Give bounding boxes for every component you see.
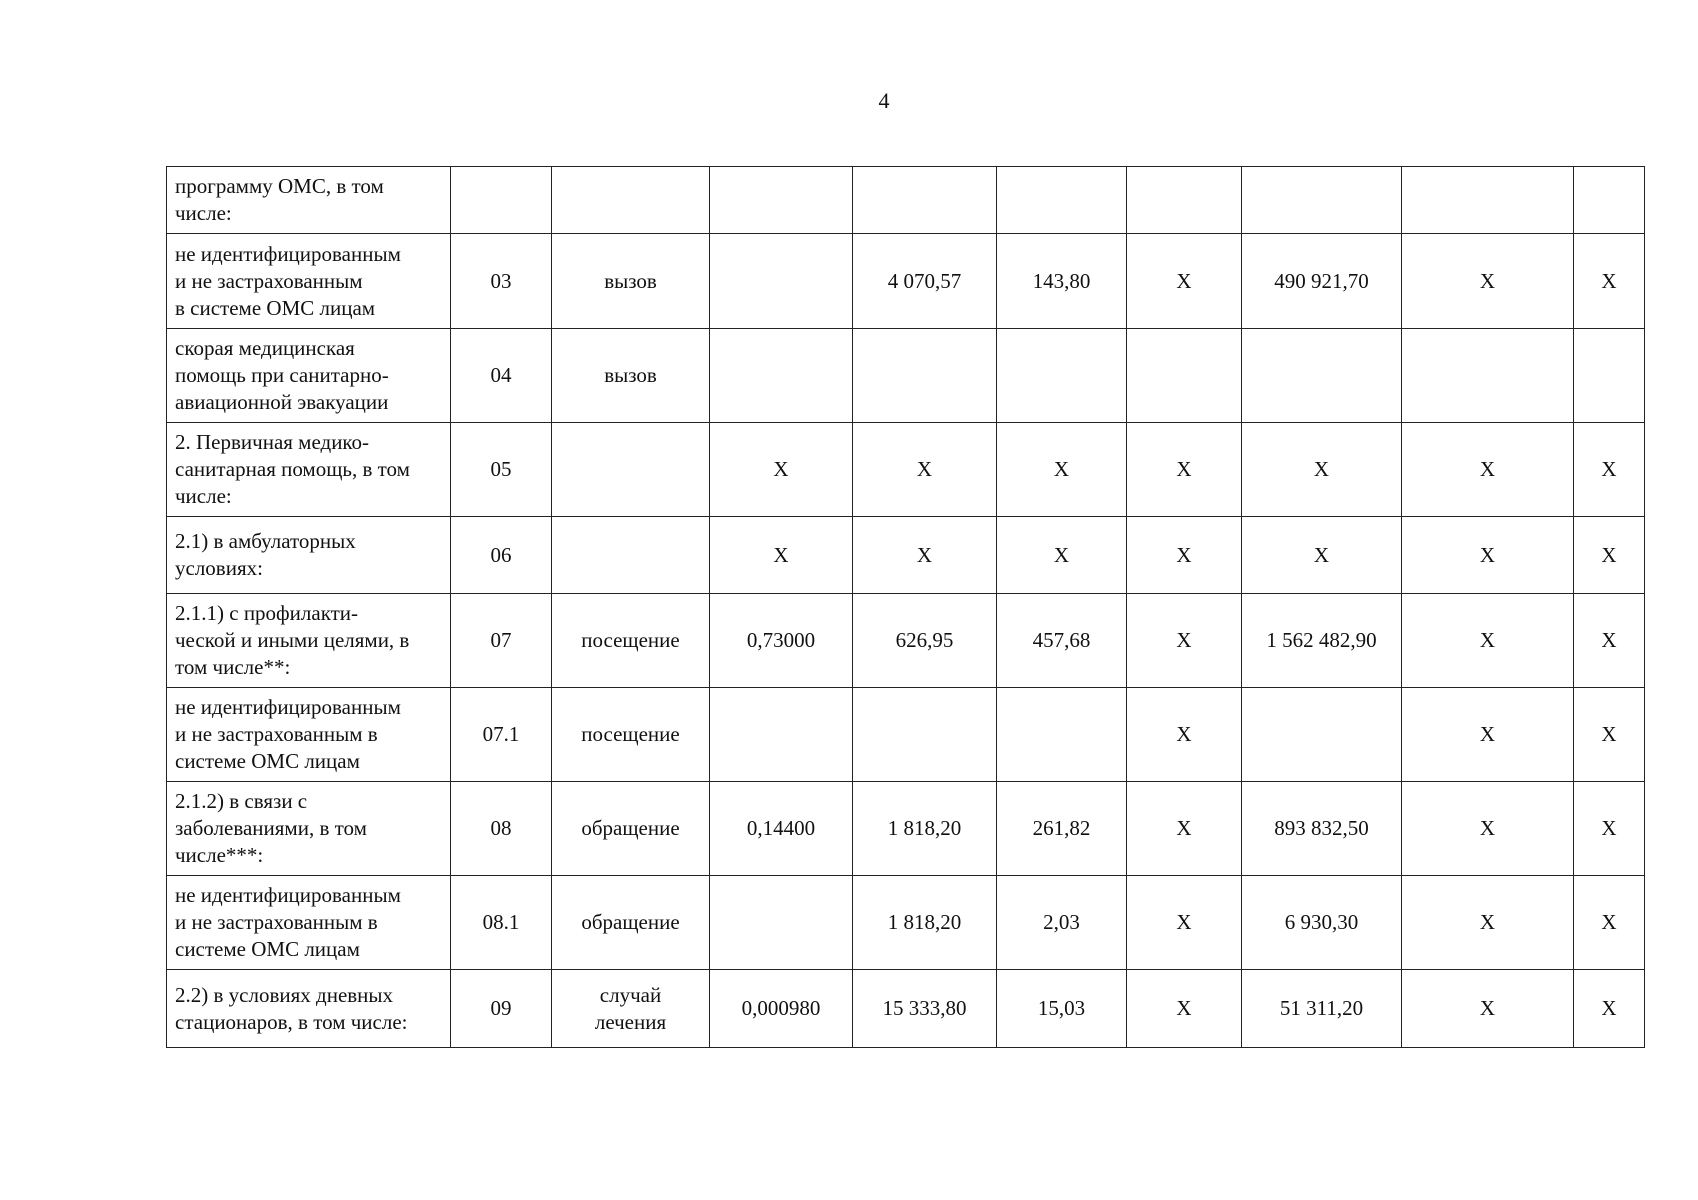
row-label-line: 2.1.2) в связи с bbox=[175, 789, 308, 813]
row-label-line: системе ОМС лицам bbox=[175, 749, 360, 773]
row-code: 09 bbox=[451, 970, 552, 1048]
table-row bbox=[167, 594, 1645, 688]
cell-c9: X bbox=[1402, 423, 1574, 517]
row-code: 08 bbox=[451, 782, 552, 876]
table-row bbox=[167, 688, 1645, 782]
row-label-line: не идентифицированным bbox=[175, 695, 401, 719]
row-label-line: числе: bbox=[175, 201, 232, 225]
cell-c4 bbox=[710, 876, 853, 970]
row-label bbox=[167, 970, 451, 1048]
cell-c9: X bbox=[1402, 234, 1574, 329]
row-unit bbox=[552, 423, 710, 517]
table-row bbox=[167, 782, 1645, 876]
cell-c7 bbox=[1127, 167, 1242, 234]
cell-c4 bbox=[710, 329, 853, 423]
row-unit-line: лечения bbox=[594, 1009, 667, 1034]
row-code: 07 bbox=[451, 594, 552, 688]
row-code: 07.1 bbox=[451, 688, 552, 782]
table-row bbox=[167, 329, 1645, 423]
cell-c6: 457,68 bbox=[997, 594, 1127, 688]
cell-c5: 1 818,20 bbox=[853, 876, 997, 970]
cell-c7 bbox=[1127, 329, 1242, 423]
cell-c6: 143,80 bbox=[997, 234, 1127, 329]
cell-c9: X bbox=[1402, 970, 1574, 1048]
row-unit bbox=[552, 167, 710, 234]
cell-c8: X bbox=[1242, 517, 1402, 594]
row-unit bbox=[552, 970, 710, 1048]
row-code bbox=[451, 167, 552, 234]
cell-c10: X bbox=[1574, 782, 1645, 876]
row-unit bbox=[552, 782, 710, 876]
cell-c6: X bbox=[997, 423, 1127, 517]
row-label-line: в системе ОМС лицам bbox=[175, 295, 376, 320]
cell-c6: X bbox=[997, 517, 1127, 594]
cell-c10 bbox=[1574, 167, 1645, 234]
row-label-line: 2.2) в условиях дневных bbox=[175, 982, 394, 1007]
cell-c9 bbox=[1402, 167, 1574, 234]
row-label-line: ческой и иными целями, в bbox=[175, 628, 410, 652]
cell-c8 bbox=[1242, 167, 1402, 234]
cell-c6 bbox=[997, 329, 1127, 423]
cell-c4 bbox=[710, 688, 853, 782]
row-label-line: том числе**: bbox=[175, 655, 291, 679]
row-label-line: и не застрахованным в bbox=[175, 910, 378, 934]
cell-c10: X bbox=[1574, 423, 1645, 517]
cell-c5: 4 070,57 bbox=[853, 234, 997, 329]
cell-c6: 261,82 bbox=[997, 782, 1127, 876]
cell-c10: X bbox=[1574, 234, 1645, 329]
row-label-line: заболеваниями, в том bbox=[175, 816, 367, 840]
row-code: 06 bbox=[451, 517, 552, 594]
row-label-line: и не застрахованным в bbox=[175, 722, 378, 746]
cell-c8 bbox=[1242, 688, 1402, 782]
cell-c5 bbox=[853, 329, 997, 423]
cell-c6 bbox=[997, 688, 1127, 782]
cell-c9 bbox=[1402, 329, 1574, 423]
row-unit bbox=[552, 517, 710, 594]
cell-c7: X bbox=[1127, 517, 1242, 594]
row-label-line: помощь при санитарно- bbox=[175, 363, 389, 387]
row-label-line: скорая медицинская bbox=[175, 336, 355, 360]
cell-c10: X bbox=[1574, 688, 1645, 782]
cell-c7: X bbox=[1127, 688, 1242, 782]
row-label bbox=[167, 782, 451, 876]
cell-c5: 1 818,20 bbox=[853, 782, 997, 876]
cell-c5: X bbox=[853, 517, 997, 594]
cell-c5 bbox=[853, 688, 997, 782]
page-number: 4 bbox=[878, 88, 890, 113]
row-code: 05 bbox=[451, 423, 552, 517]
cell-c7: X bbox=[1127, 970, 1242, 1048]
cell-c8: 893 832,50 bbox=[1242, 782, 1402, 876]
cell-c10: X bbox=[1574, 970, 1645, 1048]
row-unit bbox=[552, 688, 710, 782]
cell-c6 bbox=[997, 167, 1127, 234]
row-label bbox=[167, 423, 451, 517]
cell-c4: X bbox=[710, 517, 853, 594]
row-label bbox=[167, 167, 451, 234]
cell-c4: 0,000980 bbox=[710, 970, 853, 1048]
row-code: 03 bbox=[451, 234, 552, 329]
cell-c8: 490 921,70 bbox=[1242, 234, 1402, 329]
row-label-line: системе ОМС лицам bbox=[175, 937, 360, 961]
cell-c7: X bbox=[1127, 423, 1242, 517]
cell-c9: X bbox=[1402, 594, 1574, 688]
row-unit-line: вызов bbox=[604, 363, 657, 387]
row-label bbox=[167, 234, 451, 329]
table-row bbox=[167, 234, 1645, 329]
row-label-line: и не застрахованным bbox=[175, 268, 363, 293]
row-label bbox=[167, 876, 451, 970]
table-row bbox=[167, 423, 1645, 517]
cell-c4 bbox=[710, 234, 853, 329]
row-label-line: авиационной эвакуации bbox=[175, 390, 389, 414]
cell-c9: X bbox=[1402, 517, 1574, 594]
row-label-line: 2.1) в амбулаторных bbox=[175, 529, 356, 553]
row-unit-line: случай bbox=[599, 982, 662, 1007]
cell-c7: X bbox=[1127, 876, 1242, 970]
row-label bbox=[167, 329, 451, 423]
cell-c10: X bbox=[1574, 594, 1645, 688]
cell-c9: X bbox=[1402, 876, 1574, 970]
table-body bbox=[167, 167, 1645, 1048]
table-row bbox=[167, 167, 1645, 234]
cell-c4: 0,14400 bbox=[710, 782, 853, 876]
row-label-line: условиях: bbox=[175, 556, 263, 580]
cell-c6: 15,03 bbox=[997, 970, 1127, 1048]
cell-c10 bbox=[1574, 329, 1645, 423]
cell-c9: X bbox=[1402, 688, 1574, 782]
cell-c8 bbox=[1242, 329, 1402, 423]
cell-c5: 626,95 bbox=[853, 594, 997, 688]
row-label-line: программу ОМС, в том bbox=[175, 174, 384, 198]
row-unit-line: посещение bbox=[581, 628, 680, 652]
row-code: 04 bbox=[451, 329, 552, 423]
row-unit bbox=[552, 876, 710, 970]
row-unit-line: посещение bbox=[581, 722, 680, 746]
row-label bbox=[167, 594, 451, 688]
cell-c6: 2,03 bbox=[997, 876, 1127, 970]
row-label-line: числе***: bbox=[175, 843, 264, 867]
cell-c8: 51 311,20 bbox=[1242, 970, 1402, 1048]
cell-c7: X bbox=[1127, 234, 1242, 329]
row-label-line: не идентифицированным bbox=[175, 241, 401, 266]
row-unit-line: обращение bbox=[581, 910, 680, 934]
cell-c5: 15 333,80 bbox=[853, 970, 997, 1048]
row-label bbox=[167, 688, 451, 782]
row-label-line: 2.1.1) с профилакти- bbox=[175, 601, 359, 625]
cell-c8: X bbox=[1242, 423, 1402, 517]
cell-c10: X bbox=[1574, 876, 1645, 970]
row-unit-line: вызов bbox=[604, 268, 657, 293]
cell-c8: 6 930,30 bbox=[1242, 876, 1402, 970]
cell-c5 bbox=[853, 167, 997, 234]
row-label-line: числе: bbox=[175, 484, 232, 508]
cell-c4 bbox=[710, 167, 853, 234]
row-unit bbox=[552, 234, 710, 329]
row-unit bbox=[552, 594, 710, 688]
cell-c4: X bbox=[710, 423, 853, 517]
table-row bbox=[167, 970, 1645, 1048]
row-unit bbox=[552, 329, 710, 423]
row-label-line: не идентифицированным bbox=[175, 883, 401, 907]
cell-c10: X bbox=[1574, 517, 1645, 594]
row-unit-line: обращение bbox=[581, 816, 680, 840]
row-label-line: стационаров, в том числе: bbox=[175, 1009, 408, 1034]
table-row bbox=[167, 517, 1645, 594]
row-label bbox=[167, 517, 451, 594]
table-row bbox=[167, 876, 1645, 970]
cell-c8: 1 562 482,90 bbox=[1242, 594, 1402, 688]
row-label-line: 2. Первичная медико- bbox=[175, 430, 370, 454]
cell-c7: X bbox=[1127, 782, 1242, 876]
cell-c5: X bbox=[853, 423, 997, 517]
row-label-line: санитарная помощь, в том bbox=[175, 457, 410, 481]
financing-table bbox=[166, 166, 1645, 1048]
cell-c4: 0,73000 bbox=[710, 594, 853, 688]
cell-c7: X bbox=[1127, 594, 1242, 688]
cell-c9: X bbox=[1402, 782, 1574, 876]
row-code: 08.1 bbox=[451, 876, 552, 970]
